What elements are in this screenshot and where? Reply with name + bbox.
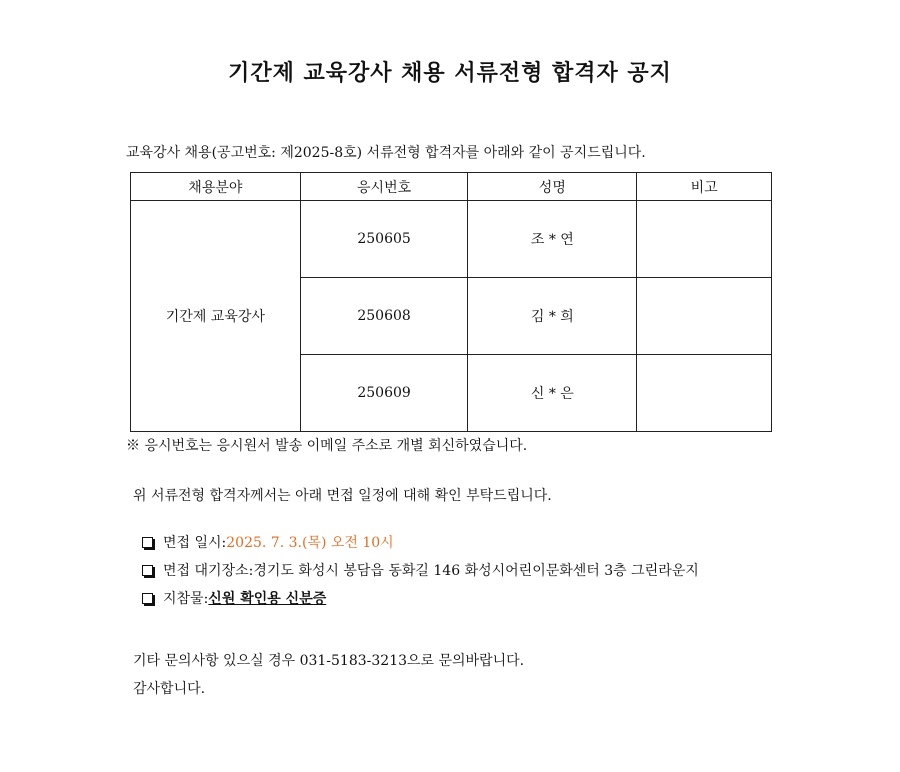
belongings-value: 신원 확인용 신분증 [208, 591, 327, 607]
checkbox-icon [142, 565, 153, 576]
name-cell: 조 * 연 [468, 201, 637, 278]
interview-place-label: 면접 대기장소: [163, 563, 254, 579]
field-cell: 기간제 교육강사 [131, 201, 301, 432]
note-cell [637, 201, 772, 278]
list-item [142, 588, 699, 616]
contact-text: 기타 문의사항 있으실 경우 031-5183-3213으로 문의바랍니다. [133, 653, 525, 669]
note-cell [637, 278, 772, 355]
header-number: 응시번호 [300, 173, 468, 201]
interview-date-label: 면접 일시: [163, 535, 227, 551]
name-cell: 신 * 은 [468, 355, 637, 432]
list-item [142, 532, 699, 560]
checkbox-icon [142, 537, 153, 548]
interview-info-list [142, 532, 699, 616]
number-cell: 250605 [300, 201, 468, 278]
checkbox-icon [142, 593, 153, 604]
reply-note: ※ 응시번호는 응시원서 발송 이메일 주소로 개별 회신하였습니다. [126, 438, 528, 454]
number-cell: 250609 [300, 355, 468, 432]
request-text: 위 서류전형 합격자께서는 아래 면접 일정에 대해 확인 부탁드립니다. [133, 488, 552, 504]
header-name: 성명 [468, 173, 637, 201]
belongings-label: 지참물: [163, 591, 209, 607]
interview-place-value: 경기도 화성시 봉담읍 동화길 146 화성시어린이문화센터 3층 그린라운지 [253, 563, 699, 579]
number-cell: 250608 [300, 278, 468, 355]
thanks-text: 감사합니다. [133, 681, 206, 697]
list-item [142, 560, 699, 588]
note-cell [637, 355, 772, 432]
table-header-row [131, 173, 772, 201]
name-cell: 김 * 희 [468, 278, 637, 355]
interview-date-value: 2025. 7. 3.(목) 오전 10시 [226, 535, 394, 551]
header-field: 채용분야 [131, 173, 301, 201]
header-note: 비고 [637, 173, 772, 201]
page-title: 기간제 교육강사 채용 서류전형 합격자 공지 [228, 60, 672, 86]
intro-text: 교육강사 채용(공고번호: 제2025-8호) 서류전형 합격자를 아래와 같이 공지드립니다. [126, 145, 646, 161]
result-table [130, 172, 772, 432]
table-row [131, 201, 772, 278]
